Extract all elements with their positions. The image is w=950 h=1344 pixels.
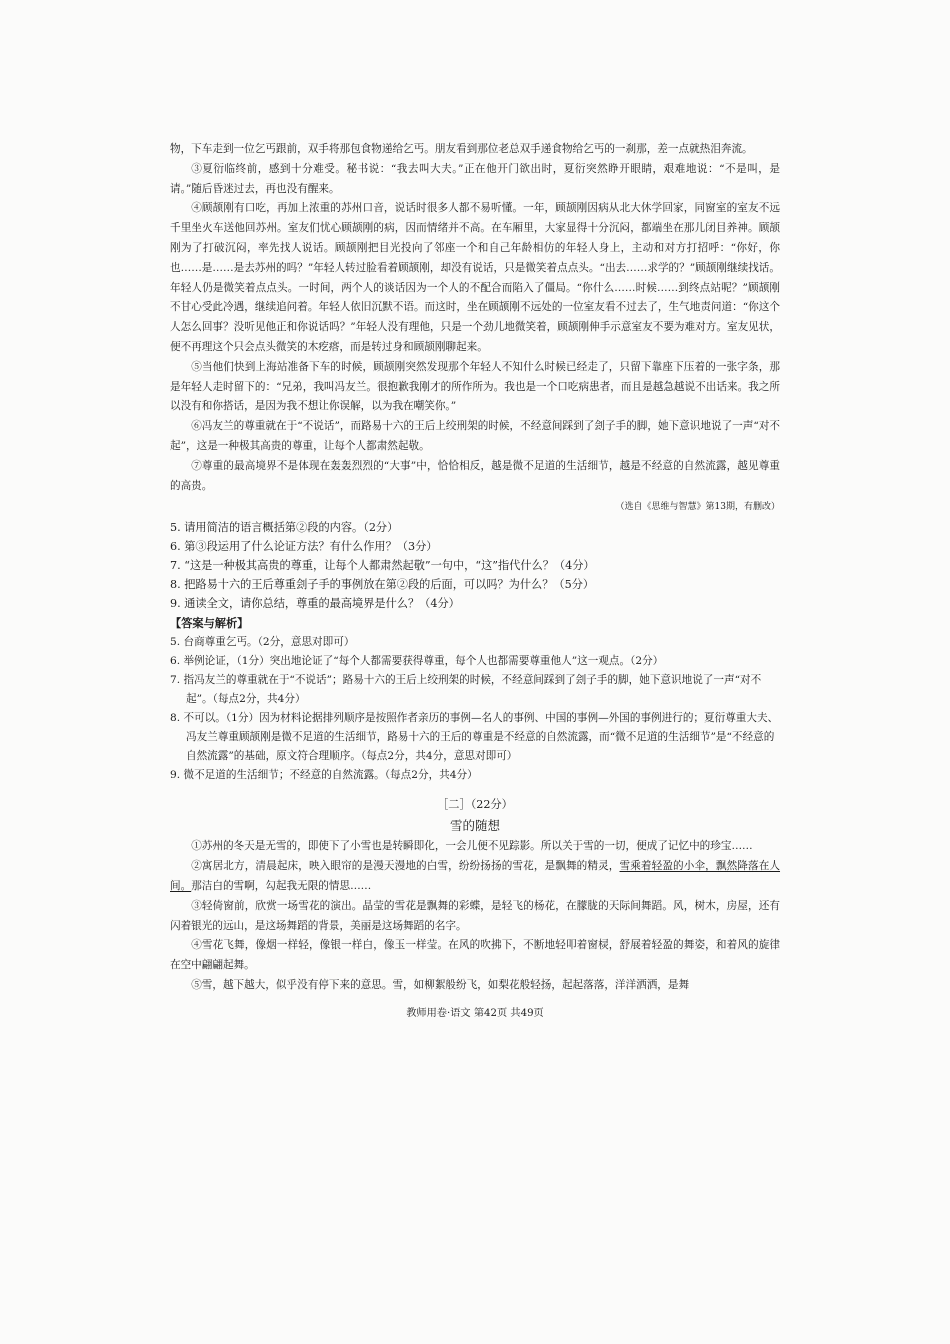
passage1-paragraph-4: ④顾颉刚有口吃，再加上浓重的苏州口音，说话时很多人都不易听懂。一年，顾颉刚因病从北大休学回家，同窗室的室友不远千里坐火车送他回苏州。室友们忧心顾颉刚的病，因而情绪并不高。在车厢里，大家显得十分沉闷，都端坐在那儿闭目养神。顾颉刚为了打破沉闷，率先找人说话。顾颉刚把目光投向了邻座一个和自己年龄相仿的年轻人身上，主动和对方打招呼：“你好，你也……是……是去苏州的吗？”年轻人转过脸看着顾颉刚，却没有说话，只是微笑着点点头。“出去……求学的？”顾颉刚继续找话。年轻人仍是微笑着点点头。一时间，两个人的谈话因为一个人的不配合而陷入了僵局。“你什么……时候……到终点站呢？”顾颉刚不甘心受此冷遇，继续追问着。年轻人依旧沉默不语。而这时，坐在顾颉刚不远处的一位室友看不过去了，生气地责问道：“你这个人怎么回事？没听见他正和你说话吗？”年轻人没有理他，只是一个劲儿地微笑着，顾颉刚伸手示意室友不要为难对方。室友见状，便不再理这个只会点头微笑的木疙瘩，而是转过身和顾颉刚聊起来。	[170, 202, 780, 353]
question-item: 7. “这是一种极其高贵的尊重，让每个人都肃然起敬”一句中，“这”指代什么？（4分）	[170, 559, 595, 573]
answer-item: 6. 举例论证，（1分）突出地论证了“每个人都需要获得尊重，每个人也都需要尊重他人”这一观点。（2分）	[170, 655, 664, 668]
question-item: 6. 第③段运用了什么论证方法？有什么作用？（3分）	[170, 540, 438, 554]
passage1-paragraph-6: ⑥冯友兰的尊重就在于“不说话”，而路易十六的王后上绞刑架的时候，不经意间踩到了刽子手的脚，她下意识地说了一声“对不起”，这是一种极其高贵的尊重，让每个人都肃然起敬。	[170, 420, 780, 452]
passage2-paragraph-1: ①苏州的冬天是无雪的，即使下了小雪也是转瞬即化，一会儿便不见踪影。所以关于雪的一切，便成了记忆中的珍宝……	[191, 840, 753, 853]
passage1-source: （选自《思维与智慧》第13期，有删改）	[615, 502, 780, 513]
passage1-paragraph-3: ③夏衍临终前，感到十分难受。秘书说：“我去叫大夫。”正在他开门欲出时，夏衍突然睁开眼睛，艰难地说：“不是叫，是请。”随后昏迷过去，再也没有醒来。	[170, 162, 780, 195]
question-list	[170, 518, 780, 613]
passage1-paragraph-5: ⑤当他们快到上海站准备下车的时候，顾颉刚突然发现那个年轻人不知什么时候已经走了，只留下靠座下压着的一张字条，那是年轻人走时留下的：“兄弟，我叫冯友兰。很抱歉我刚才的所作所为。我也是一个口吃病患者，而且是越急越说不出话来。我之所以没有和你搭话，是因为我不想让你误解，以为我在嘲笑你。”	[170, 360, 780, 413]
passage2-paragraph-3: ③轻倚窗前，欣赏一场雪花的演出。晶莹的雪花是飘舞的彩蝶，是轻飞的杨花，在朦胧的天际间舞蹈。风，树木，房屋，还有闪着银光的远山，是这场舞蹈的背景，美丽是这场舞蹈的名字。	[170, 899, 780, 932]
answer-heading: 【答案与解析】	[170, 616, 249, 631]
answer-item: 7. 指冯友兰的尊重就在于“不说话”；路易十六的王后上绞刑架的时候，不经意间踩到了刽子手的脚，她下意识地说了一声“对不起”。（每点2分，共4分）	[170, 674, 762, 706]
question-item: 8. 把路易十六的王后尊重刽子手的事例放在第②段的后面，可以吗？为什么？（5分）	[170, 578, 595, 592]
answer-item: 8. 不可以。（1分）因为材料论据排列顺序是按照作者亲历的事例—名人的事例、中国的事例—外国的事例进行的；夏衍尊重大夫、冯友兰尊重顾颉刚是微不足道的生活细节，路易十六的王后的尊重是不经意的自然流露，而“微不足道的生活细节”是“不经意的自然流露”的基础，原文符合理顺序。（每点2分，共4分，意思对即可）	[170, 712, 779, 763]
answer-item: 9. 微不足道的生活细节；不经意的自然流露。（每点2分，共4分）	[170, 769, 478, 782]
essay-title: 雪的随想	[449, 818, 500, 834]
section-heading: ［二］（22分）	[437, 798, 513, 812]
passage2-paragraph-2-text-a: ②寓居北方，清晨起床，映入眼帘的是漫天漫地的白雪，纷纷扬扬的雪花，是飘舞的精灵，	[191, 860, 620, 873]
question-item: 5. 请用简洁的语言概括第②段的内容。（2分）	[170, 521, 399, 535]
passage2-paragraph-5: ⑤雪，越下越大，似乎没有停下来的意思。雪，如柳絮般纷飞，如梨花般轻扬，起起落落，洋洋洒洒，是舞	[191, 978, 690, 991]
passage2-paragraph-2	[170, 857, 780, 897]
question-item: 9. 通读全文，请你总结，尊重的最高境界是什么？（4分）	[170, 597, 460, 611]
passage2-paragraph-2-text-b: 那洁白的雪啊，勾起我无限的情思……	[191, 879, 372, 892]
passage1-paragraph-cont: 物，下车走到一位乞丐跟前，双手将那包食物递给乞丐。朋友看到那位老总双手递食物给乞丐的一刹那，差一点就热泪奔流。	[170, 143, 753, 155]
underlined-sentence: 雪乘着轻盈的小伞，飘然降落在人间。	[170, 860, 781, 892]
answer-list	[170, 633, 780, 785]
answer-item: 5. 台商尊重乞丐。（2分，意思对即可）	[170, 636, 355, 649]
passage1-paragraph-7: ⑦尊重的最高境界不是体现在轰轰烈烈的“大事”中，恰恰相反，越是微不足道的生活细节，越是不经意的自然流露，越见尊重的高贵。	[170, 459, 780, 492]
page-content	[170, 140, 780, 996]
page-footer: 教师用卷·语文 第42页 共49页	[406, 1008, 544, 1019]
passage2-paragraph-4: ④雪花飞舞，像烟一样轻，像银一样白，像玉一样莹。在风的吹拂下，不断地轻叩着窗棂，舒展着轻盈的舞姿，和着风的旋律在空中翩翩起舞。	[170, 939, 780, 972]
